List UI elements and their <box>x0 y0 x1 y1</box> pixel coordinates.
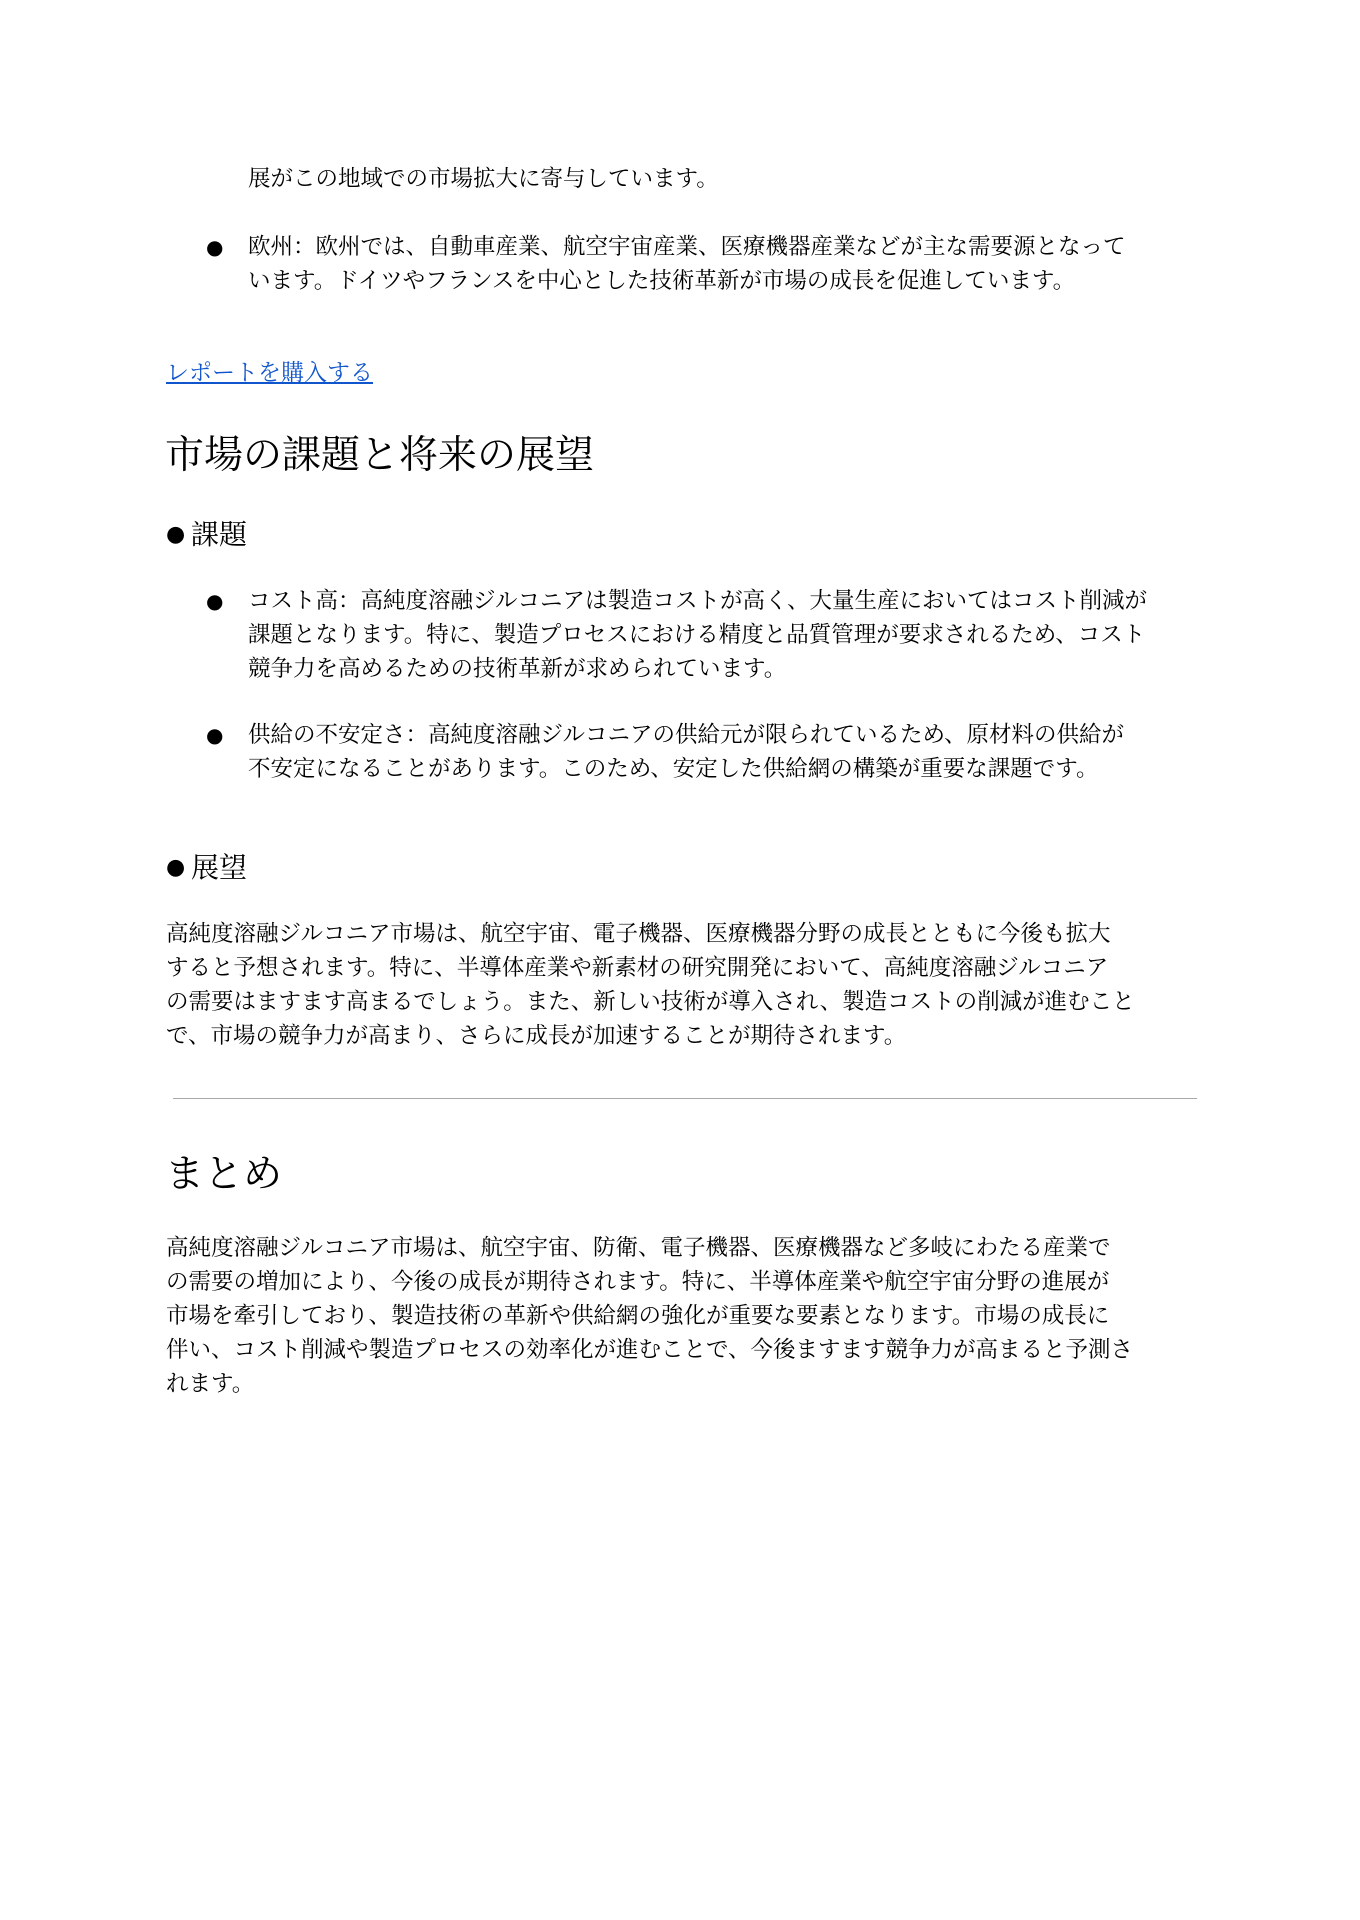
bullet-dot: ● <box>206 723 224 747</box>
horizontal-divider <box>173 1098 1197 1099</box>
bullet-dot: ● <box>166 855 186 880</box>
summary-line-3: 市場を牽引しており、製造技術の革新や供給網の強化が重要な要素となります。市場の成長に <box>166 1303 1110 1329</box>
challenges-label: 課題 <box>191 518 248 551</box>
challenge-item-1-line-3: 競争力を高めるための技術革新が求められています。 <box>248 656 787 682</box>
bullet-dot: ● <box>206 235 224 259</box>
summary-line-5: れます。 <box>166 1371 255 1397</box>
outlook-line-3: の需要はますます高まるでしょう。また、新しい技術が導入され、製造コストの削減が進むこと <box>166 989 1135 1015</box>
summary-line-2: の需要の増加により、今後の成長が期待されます。特に、半導体産業や航空宇宙分野の進展が <box>166 1269 1110 1295</box>
section-heading-summary: まとめ <box>165 1152 283 1197</box>
buy-report-link[interactable]: レポートを購入する <box>166 360 373 386</box>
outlook-label: 展望 <box>191 851 248 884</box>
challenge-item-2-line-2: 不安定になることがあります。このため、安定した供給網の構築が重要な課題です。 <box>248 756 1099 782</box>
outlook-line-1: 高純度溶融ジルコニア市場は、航空宇宙、電子機器、医療機器分野の成長とともに今後も拡大 <box>166 921 1111 947</box>
summary-line-4: 伴い、コスト削減や製造プロセスの効率化が進むことで、今後ますます競争力が高まると予測さ <box>166 1337 1134 1363</box>
bullet-dot: ● <box>206 589 224 613</box>
europe-item-line-1: 欧州：欧州では、自動車産業、航空宇宙産業、医療機器産業などが主な需要源となって <box>248 234 1126 260</box>
challenge-item-2-line-1: 供給の不安定さ：高純度溶融ジルコニアの供給元が限られているため、原材料の供給が <box>248 722 1125 748</box>
summary-line-1: 高純度溶融ジルコニア市場は、航空宇宙、防衛、電子機器、医療機器など多岐にわたる産業で <box>166 1235 1111 1261</box>
challenge-item-1-line-2: 課題となります。特に、製造プロセスにおける精度と品質管理が要求されるため、コスト <box>248 622 1146 648</box>
outlook-line-4: で、市場の競争力が高まり、さらに成長が加速することが期待されます。 <box>166 1023 907 1049</box>
bullet-dot: ● <box>166 522 186 547</box>
list-continuation: 展がこの地域での市場拡大に寄与しています。 <box>248 166 719 192</box>
outlook-line-2: すると予想されます。特に、半導体産業や新素材の研究開発において、高純度溶融ジルコニア <box>166 955 1109 981</box>
challenge-item-1-line-1: コスト高：高純度溶融ジルコニアは製造コストが高く、大量生産においてはコスト削減が <box>248 588 1147 614</box>
europe-item-line-2: います。ドイツやフランスを中心とした技術革新が市場の成長を促進しています。 <box>248 268 1076 294</box>
section-heading-challenges-outlook: 市場の課題と将来の展望 <box>165 433 595 478</box>
